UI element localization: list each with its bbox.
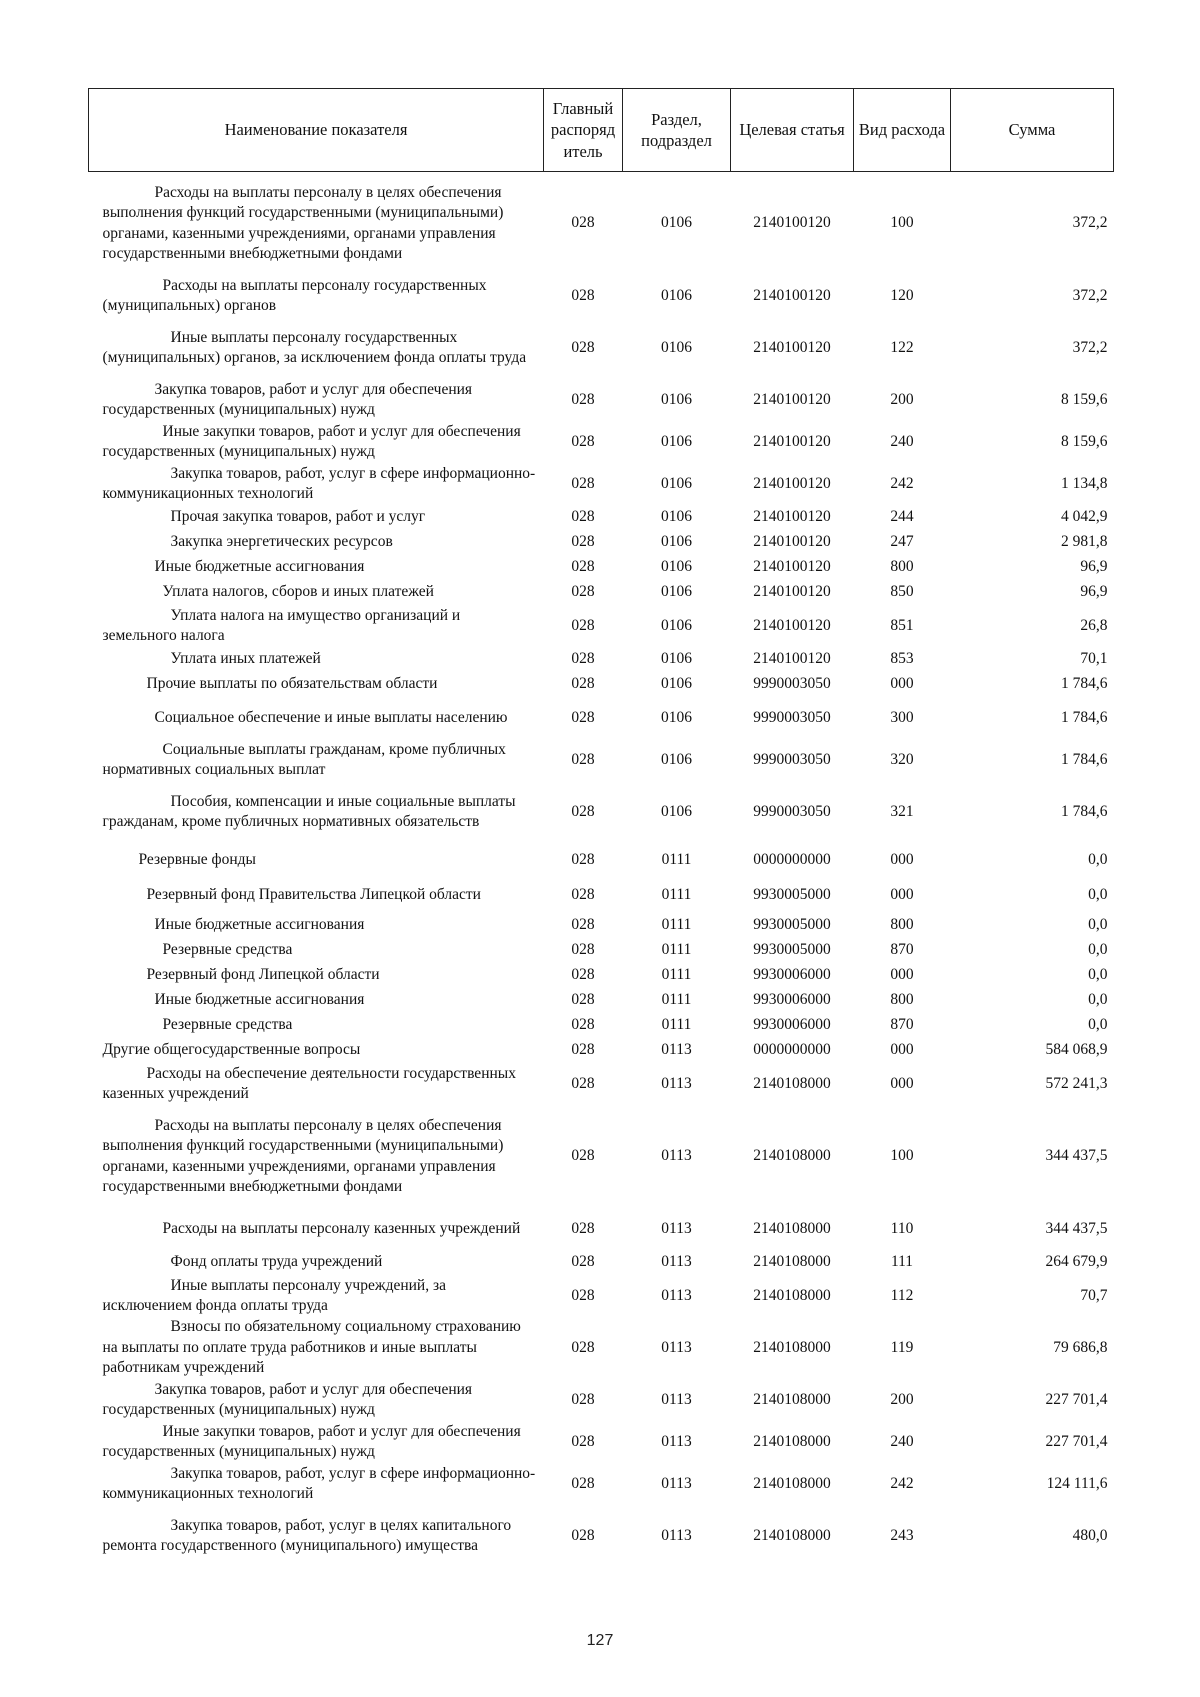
indicator-name-cell: Резервный фонд Правительства Липецкой области	[146, 886, 481, 904]
main-manager-cell: 028	[571, 1016, 595, 1034]
sum-cell: 8 159,6	[1061, 390, 1108, 408]
section-cell: 0106	[661, 558, 692, 576]
section-cell: 0111	[661, 941, 692, 959]
target-article-cell: 2140108000	[753, 1074, 831, 1092]
indicator-name-cell: Социальные выплаты гражданам, кроме публичных нормативных социальных выплат	[102, 740, 506, 778]
expense-type-cell: 244	[890, 508, 914, 526]
indicator-name-cell: Иные бюджетные ассигнования	[154, 916, 365, 934]
expense-type-cell: 110	[890, 1219, 914, 1237]
indicator-name-cell: Прочие выплаты по обязательствам области	[146, 675, 438, 693]
header-target-article: Целевая статья	[731, 89, 854, 172]
table-header	[89, 89, 1114, 172]
expense-type-cell: 247	[890, 533, 914, 551]
table-row	[89, 843, 1114, 878]
main-manager-cell: 028	[571, 802, 595, 820]
main-manager-cell: 028	[571, 508, 595, 526]
main-manager-cell: 028	[571, 1253, 595, 1271]
section-cell: 0106	[661, 508, 692, 526]
sum-cell: 4 042,9	[1061, 508, 1108, 526]
expense-type-cell: 320	[890, 750, 914, 768]
expense-type-cell: 000	[890, 886, 914, 904]
indicator-name-cell: Расходы на выплаты персоналу в целях обеспечения выполнения функций государственными (муниципальными) органами, казенными учреждениями, органами управления государственными внебюджетными фондами	[102, 183, 504, 262]
table-row	[89, 463, 1114, 505]
sum-cell: 1 784,6	[1061, 708, 1108, 726]
table-row	[89, 555, 1114, 580]
target-article-cell: 2140100120	[753, 616, 831, 634]
indicator-name-cell: Уплата иных платежей	[170, 650, 321, 668]
sum-cell: 0,0	[1088, 1016, 1108, 1034]
table-row	[89, 913, 1114, 938]
sum-cell: 344 437,5	[1045, 1147, 1108, 1165]
target-article-cell: 2140100120	[753, 474, 831, 492]
header-sum: Сумма	[951, 89, 1114, 172]
indicator-name-cell: Закупка товаров, работ и услуг для обеспечения государственных (муниципальных) нужд	[102, 380, 473, 418]
main-manager-cell: 028	[571, 558, 595, 576]
sum-cell: 70,1	[1080, 650, 1108, 668]
target-article-cell: 9930005000	[753, 886, 831, 904]
section-cell: 0106	[661, 286, 692, 304]
budget-table	[88, 88, 1114, 1567]
sum-cell: 70,7	[1080, 1286, 1108, 1304]
header-section: Раздел, подраздел	[623, 89, 731, 172]
section-cell: 0106	[661, 533, 692, 551]
main-manager-cell: 028	[571, 432, 595, 450]
section-cell: 0113	[661, 1338, 692, 1356]
main-manager-cell: 028	[571, 675, 595, 693]
expense-type-cell: 200	[890, 390, 914, 408]
table-row	[89, 672, 1114, 697]
target-article-cell: 9990003050	[753, 708, 831, 726]
header-indicator-name: Наименование показателя	[89, 89, 544, 172]
section-cell: 0113	[661, 1474, 692, 1492]
section-cell: 0113	[661, 1432, 692, 1450]
indicator-name-cell: Закупка товаров, работ, услуг в сфере информационно-коммуникационных технологий	[102, 464, 536, 502]
main-manager-cell: 028	[571, 1286, 595, 1304]
main-manager-cell: 028	[571, 1474, 595, 1492]
section-cell: 0106	[661, 432, 692, 450]
section-cell: 0111	[661, 886, 692, 904]
expense-type-cell: 800	[890, 991, 914, 1009]
sum-cell: 2 981,8	[1061, 533, 1108, 551]
target-article-cell: 2140108000	[753, 1147, 831, 1165]
main-manager-cell: 028	[571, 991, 595, 1009]
target-article-cell: 2140108000	[753, 1219, 831, 1237]
table-row	[89, 605, 1114, 647]
main-manager-cell: 028	[571, 941, 595, 959]
main-manager-cell: 028	[571, 1338, 595, 1356]
main-manager-cell: 028	[571, 616, 595, 634]
main-manager-cell: 028	[571, 286, 595, 304]
main-manager-cell: 028	[571, 916, 595, 934]
expense-type-cell: 100	[890, 214, 914, 232]
table-row	[89, 878, 1114, 913]
section-cell: 0113	[661, 1219, 692, 1237]
table-row	[89, 1250, 1114, 1275]
target-article-cell: 2140100120	[753, 583, 831, 601]
target-article-cell: 0000000000	[753, 851, 831, 869]
section-cell: 0113	[661, 1147, 692, 1165]
target-article-cell: 2140108000	[753, 1253, 831, 1271]
target-article-cell: 2140100120	[753, 650, 831, 668]
expense-type-cell: 300	[890, 708, 914, 726]
target-article-cell: 2140108000	[753, 1286, 831, 1304]
table-row	[89, 172, 1114, 276]
indicator-name-cell: Пособия, компенсации и иные социальные выплаты гражданам, кроме публичных нормативных обязательств	[102, 792, 516, 830]
target-article-cell: 2140100120	[753, 432, 831, 450]
expense-type-cell: 800	[890, 916, 914, 934]
target-article-cell: 9990003050	[753, 675, 831, 693]
page-number: 127	[586, 1632, 614, 1649]
indicator-name-cell: Закупка товаров, работ и услуг для обеспечения государственных (муниципальных) нужд	[102, 1380, 473, 1418]
table-row	[89, 1505, 1114, 1567]
indicator-name-cell: Иные закупки товаров, работ и услуг для обеспечения государственных (муниципальных) нужд	[102, 1422, 521, 1460]
sum-cell: 584 068,9	[1045, 1041, 1108, 1059]
indicator-name-cell: Иные закупки товаров, работ и услуг для обеспечения государственных (муниципальных) нужд	[102, 422, 521, 460]
expense-type-cell: 240	[890, 1432, 914, 1450]
sum-cell: 1 784,6	[1061, 802, 1108, 820]
section-cell: 0106	[661, 390, 692, 408]
expense-type-cell: 100	[890, 1147, 914, 1165]
sum-cell: 96,9	[1080, 558, 1108, 576]
main-manager-cell: 028	[571, 1432, 595, 1450]
table-row	[89, 647, 1114, 672]
main-manager-cell: 028	[571, 1041, 595, 1059]
indicator-name-cell: Взносы по обязательному социальному страхованию на выплаты по оплате труда работников и иные выплаты работникам учреждений	[102, 1318, 521, 1377]
table-row	[89, 379, 1114, 421]
section-cell: 0113	[661, 1526, 692, 1544]
expense-type-cell: 851	[890, 616, 914, 634]
section-cell: 0111	[661, 1016, 692, 1034]
main-manager-cell: 028	[571, 1526, 595, 1544]
table-row	[89, 1038, 1114, 1063]
main-manager-cell: 028	[571, 338, 595, 356]
section-cell: 0113	[661, 1041, 692, 1059]
sum-cell: 0,0	[1088, 991, 1108, 1009]
table-row	[89, 1463, 1114, 1505]
target-article-cell: 2140100120	[753, 390, 831, 408]
section-cell: 0106	[661, 802, 692, 820]
sum-cell: 26,8	[1080, 616, 1108, 634]
table-row	[89, 1208, 1114, 1250]
indicator-name-cell: Закупка товаров, работ, услуг в сфере информационно-коммуникационных технологий	[102, 1464, 536, 1502]
target-article-cell: 2140100120	[753, 286, 831, 304]
main-manager-cell: 028	[571, 650, 595, 668]
sum-cell: 79 686,8	[1053, 1338, 1108, 1356]
table-row	[89, 1063, 1114, 1105]
main-manager-cell: 028	[571, 1147, 595, 1165]
indicator-name-cell: Расходы на выплаты персоналу казенных учреждений	[162, 1219, 521, 1237]
table-row	[89, 1105, 1114, 1208]
table-row	[89, 1421, 1114, 1463]
section-cell: 0111	[661, 851, 692, 869]
table-row	[89, 317, 1114, 379]
main-manager-cell: 028	[571, 886, 595, 904]
target-article-cell: 2140108000	[753, 1390, 831, 1408]
sum-cell: 264 679,9	[1045, 1253, 1108, 1271]
main-manager-cell: 028	[571, 851, 595, 869]
target-article-cell: 2140100120	[753, 214, 831, 232]
indicator-name-cell: Расходы на выплаты персоналу государственных (муниципальных) органов	[102, 276, 487, 314]
section-cell: 0106	[661, 474, 692, 492]
table-row	[89, 275, 1114, 317]
section-cell: 0111	[661, 991, 692, 1009]
section-cell: 0106	[661, 338, 692, 356]
target-article-cell: 0000000000	[753, 1041, 831, 1059]
expense-type-cell: 000	[890, 966, 914, 984]
table-row	[89, 988, 1114, 1013]
section-cell: 0106	[661, 214, 692, 232]
sum-cell: 1 784,6	[1061, 750, 1108, 768]
target-article-cell: 9930006000	[753, 966, 831, 984]
expense-type-cell: 321	[890, 802, 914, 820]
indicator-name-cell: Иные выплаты персоналу государственных (муниципальных) органов, за исключением фонда оплаты труда	[102, 328, 527, 366]
sum-cell: 572 241,3	[1045, 1074, 1108, 1092]
section-cell: 0111	[661, 916, 692, 934]
sum-cell: 372,2	[1072, 338, 1108, 356]
expense-type-cell: 200	[890, 1390, 914, 1408]
table-row	[89, 1379, 1114, 1421]
sum-cell: 0,0	[1088, 886, 1108, 904]
indicator-name-cell: Уплата налогов, сборов и иных платежей	[162, 583, 434, 601]
section-cell: 0106	[661, 616, 692, 634]
sum-cell: 480,0	[1072, 1526, 1108, 1544]
sum-cell: 344 437,5	[1045, 1219, 1108, 1237]
target-article-cell: 2140100120	[753, 533, 831, 551]
target-article-cell: 2140108000	[753, 1338, 831, 1356]
indicator-name-cell: Другие общегосударственные вопросы	[102, 1041, 361, 1059]
indicator-name-cell: Социальное обеспечение и иные выплаты населению	[154, 708, 508, 726]
target-article-cell: 9930005000	[753, 916, 831, 934]
target-article-cell: 2140108000	[753, 1474, 831, 1492]
sum-cell: 372,2	[1072, 286, 1108, 304]
expense-type-cell: 243	[890, 1526, 914, 1544]
target-article-cell: 9930006000	[753, 1016, 831, 1034]
main-manager-cell: 028	[571, 1390, 595, 1408]
indicator-name-cell: Резервные средства	[162, 1016, 293, 1034]
expense-type-cell: 240	[890, 432, 914, 450]
expense-type-cell: 000	[890, 675, 914, 693]
indicator-name-cell: Резервные фонды	[138, 851, 256, 869]
expense-type-cell: 000	[890, 851, 914, 869]
sum-cell: 227 701,4	[1045, 1432, 1108, 1450]
header-expense-type: Вид расхода	[854, 89, 951, 172]
section-cell: 0106	[661, 750, 692, 768]
sum-cell: 227 701,4	[1045, 1390, 1108, 1408]
sum-cell: 8 159,6	[1061, 432, 1108, 450]
indicator-name-cell: Резервные средства	[162, 941, 293, 959]
header-main-manager: Главный распоряд итель	[544, 89, 623, 172]
table-row	[89, 1013, 1114, 1038]
sum-cell: 124 111,6	[1046, 1474, 1108, 1492]
indicator-name-cell: Уплата налога на имущество организаций и земельного налога	[102, 606, 461, 644]
expense-type-cell: 112	[890, 1286, 914, 1304]
sum-cell: 372,2	[1072, 214, 1108, 232]
sum-cell: 0,0	[1088, 966, 1108, 984]
indicator-name-cell: Прочая закупка товаров, работ и услуг	[170, 508, 426, 526]
sum-cell: 0,0	[1088, 941, 1108, 959]
table-row	[89, 963, 1114, 988]
target-article-cell: 2140100120	[753, 558, 831, 576]
main-manager-cell: 028	[571, 750, 595, 768]
section-cell: 0106	[661, 675, 692, 693]
expense-type-cell: 111	[890, 1253, 914, 1271]
table-row	[89, 697, 1114, 739]
target-article-cell: 2140108000	[753, 1432, 831, 1450]
expense-type-cell: 242	[890, 474, 914, 492]
indicator-name-cell: Фонд оплаты труда учреждений	[170, 1253, 383, 1271]
expense-type-cell: 000	[890, 1041, 914, 1059]
table-row	[89, 421, 1114, 463]
indicator-name-cell: Закупка товаров, работ, услуг в целях капитального ремонта государственного (муниципального) имущества	[102, 1516, 512, 1554]
target-article-cell: 2140108000	[753, 1526, 831, 1544]
target-article-cell: 9930006000	[753, 991, 831, 1009]
expense-type-cell: 120	[890, 286, 914, 304]
table-body	[89, 172, 1114, 1568]
target-article-cell: 2140100120	[753, 338, 831, 356]
target-article-cell: 9990003050	[753, 750, 831, 768]
section-cell: 0113	[661, 1286, 692, 1304]
sum-cell: 0,0	[1088, 916, 1108, 934]
expense-type-cell: 850	[890, 583, 914, 601]
section-cell: 0106	[661, 650, 692, 668]
main-manager-cell: 028	[571, 390, 595, 408]
table-row	[89, 1317, 1114, 1379]
expense-type-cell: 853	[890, 650, 914, 668]
main-manager-cell: 028	[571, 708, 595, 726]
section-cell: 0113	[661, 1253, 692, 1271]
table-row	[89, 530, 1114, 555]
section-cell: 0113	[661, 1074, 692, 1092]
target-article-cell: 9930005000	[753, 941, 831, 959]
main-manager-cell: 028	[571, 214, 595, 232]
indicator-name-cell: Иные бюджетные ассигнования	[154, 558, 365, 576]
section-cell: 0106	[661, 583, 692, 601]
main-manager-cell: 028	[571, 583, 595, 601]
section-cell: 0106	[661, 708, 692, 726]
sum-cell: 96,9	[1080, 583, 1108, 601]
expense-type-cell: 122	[890, 338, 914, 356]
indicator-name-cell: Иные выплаты персоналу учреждений, за исключением фонда оплаты труда	[102, 1276, 446, 1314]
table-row	[89, 938, 1114, 963]
table-row	[89, 580, 1114, 605]
table-row	[89, 781, 1114, 843]
expense-type-cell: 800	[890, 558, 914, 576]
table-row	[89, 1275, 1114, 1317]
main-manager-cell: 028	[571, 533, 595, 551]
indicator-name-cell: Закупка энергетических ресурсов	[170, 533, 393, 551]
expense-type-cell: 119	[890, 1338, 914, 1356]
indicator-name-cell: Расходы на обеспечение деятельности государственных казенных учреждений	[102, 1064, 516, 1102]
sum-cell: 1 134,8	[1061, 474, 1108, 492]
main-manager-cell: 028	[571, 1219, 595, 1237]
expense-type-cell: 870	[890, 941, 914, 959]
expense-type-cell: 000	[890, 1074, 914, 1092]
target-article-cell: 2140100120	[753, 508, 831, 526]
expense-type-cell: 242	[890, 1474, 914, 1492]
main-manager-cell: 028	[571, 966, 595, 984]
indicator-name-cell: Резервный фонд Липецкой области	[146, 966, 380, 984]
section-cell: 0113	[661, 1390, 692, 1408]
main-manager-cell: 028	[571, 474, 595, 492]
table-row	[89, 739, 1114, 781]
indicator-name-cell: Расходы на выплаты персоналу в целях обеспечения выполнения функций государственными (муниципальными) органами, казенными учреждениями, органами управления государственными внебюджетными фондами	[102, 1116, 504, 1195]
indicator-name-cell: Иные бюджетные ассигнования	[154, 991, 365, 1009]
sum-cell: 1 784,6	[1061, 675, 1108, 693]
section-cell: 0111	[661, 966, 692, 984]
main-manager-cell: 028	[571, 1074, 595, 1092]
sum-cell: 0,0	[1088, 851, 1108, 869]
expense-type-cell: 870	[890, 1016, 914, 1034]
table-row	[89, 505, 1114, 530]
target-article-cell: 9990003050	[753, 802, 831, 820]
